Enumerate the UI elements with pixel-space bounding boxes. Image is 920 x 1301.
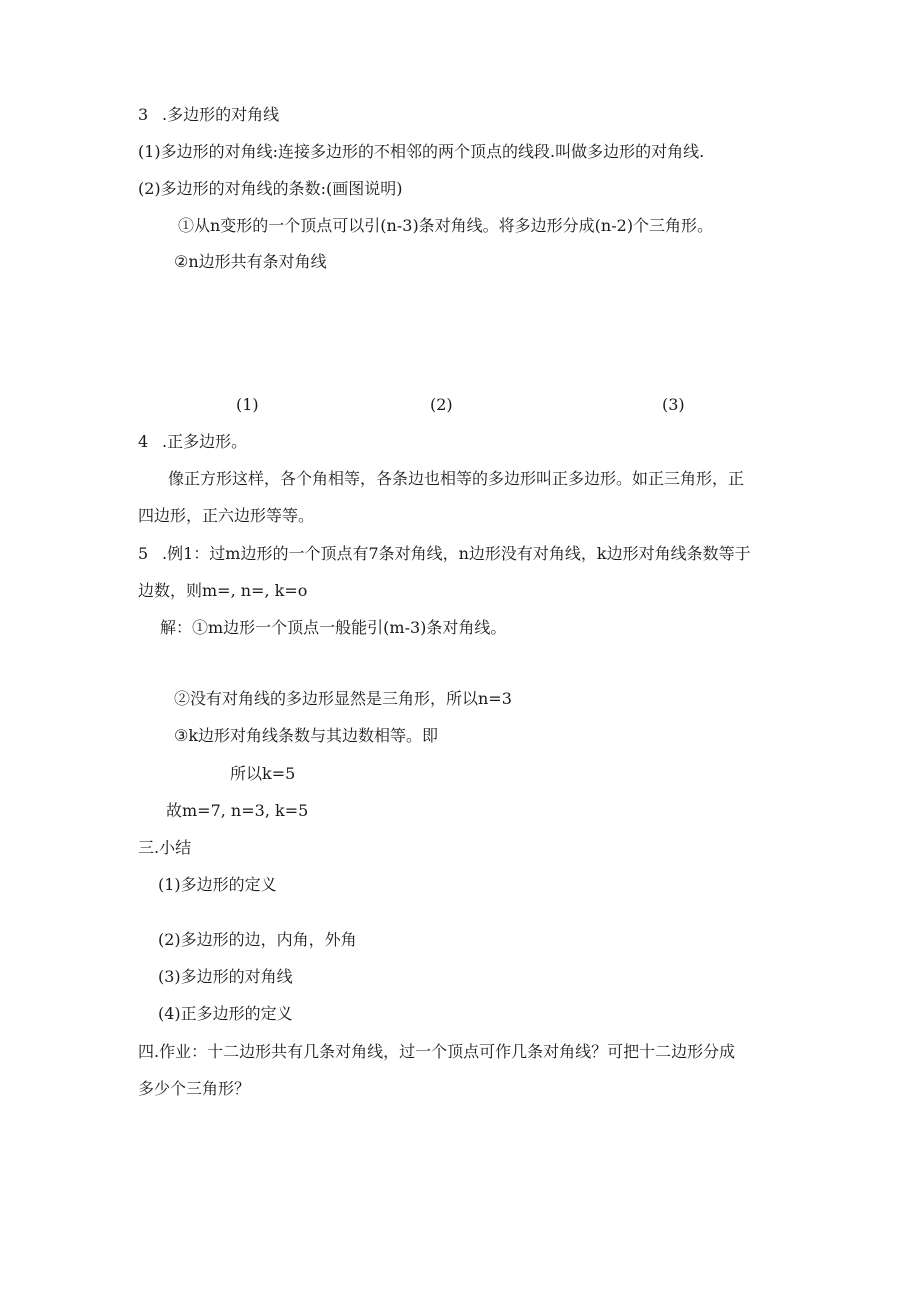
figure-label-1: (1) xyxy=(236,395,259,414)
figure-label-2: (2) xyxy=(430,395,453,414)
figure-label-3: (3) xyxy=(662,395,685,414)
diagonal-count-title: (2)多边形的对角线的条数:(画图说明) xyxy=(138,179,403,198)
solution-step-3: ③k边形对角线条数与其边数相等。即 xyxy=(174,726,439,745)
section4-title: .正多边形。 xyxy=(162,432,248,451)
section4-heading xyxy=(138,431,247,453)
solution-step-1: 解：①m边形一个顶点一般能引(m-3)条对角线。 xyxy=(160,618,507,637)
summary-title: 三.小结 xyxy=(138,838,192,857)
summary-item-4: (4)正多边形的定义 xyxy=(158,1004,293,1023)
section3-title: .多边形的对角线 xyxy=(162,105,280,124)
regular-polygon-paragraph-line-2: 四边形，正六边形等等。 xyxy=(138,506,315,525)
diagonal-definition: (1)多边形的对角线:连接多边形的不相邻的两个顶点的线段.叫做多边形的对角线. xyxy=(138,142,705,161)
solution-conclusion: 故m=7, n=3, k=5 xyxy=(166,801,309,820)
diagonal-count-item-1: ①从n变形的一个顶点可以引(n-3)条对角线。将多边形分成(n-2)个三角形。 xyxy=(178,216,714,235)
summary-item-1: (1)多边形的定义 xyxy=(158,875,277,894)
solution-step-2: ②没有对角线的多边形显然是三角形，所以n=3 xyxy=(174,689,512,708)
summary-item-3: (3)多边形的对角线 xyxy=(158,967,293,986)
solution-step-4: 所以k=5 xyxy=(230,764,296,783)
example-title-line-2: 边数，则m=, n=, k=o xyxy=(138,581,308,600)
section3-number: 3 xyxy=(138,105,149,124)
summary-item-2: (2)多边形的边，内角，外角 xyxy=(158,930,357,949)
diagonal-count-item-2: ②n边形共有条对角线 xyxy=(174,252,327,271)
example-title-line-1: .例1：过m边形的一个顶点有7条对角线，n边形没有对角线，k边形对角线条数等于 xyxy=(162,544,751,563)
homework-line-2: 多少个三角形？ xyxy=(138,1079,251,1098)
section5-number: 5 xyxy=(138,544,149,563)
section5-heading xyxy=(138,543,751,565)
homework-line-1: 四.作业：十二边形共有几条对角线，过一个顶点可作几条对角线？可把十二边形分成 xyxy=(138,1042,736,1061)
regular-polygon-paragraph-line-1: 像正方形这样，各个角相等，各条边也相等的多边形叫正多边形。如正三角形，正 xyxy=(168,469,745,488)
section3-heading xyxy=(138,104,279,126)
section4-number: 4 xyxy=(138,432,149,451)
